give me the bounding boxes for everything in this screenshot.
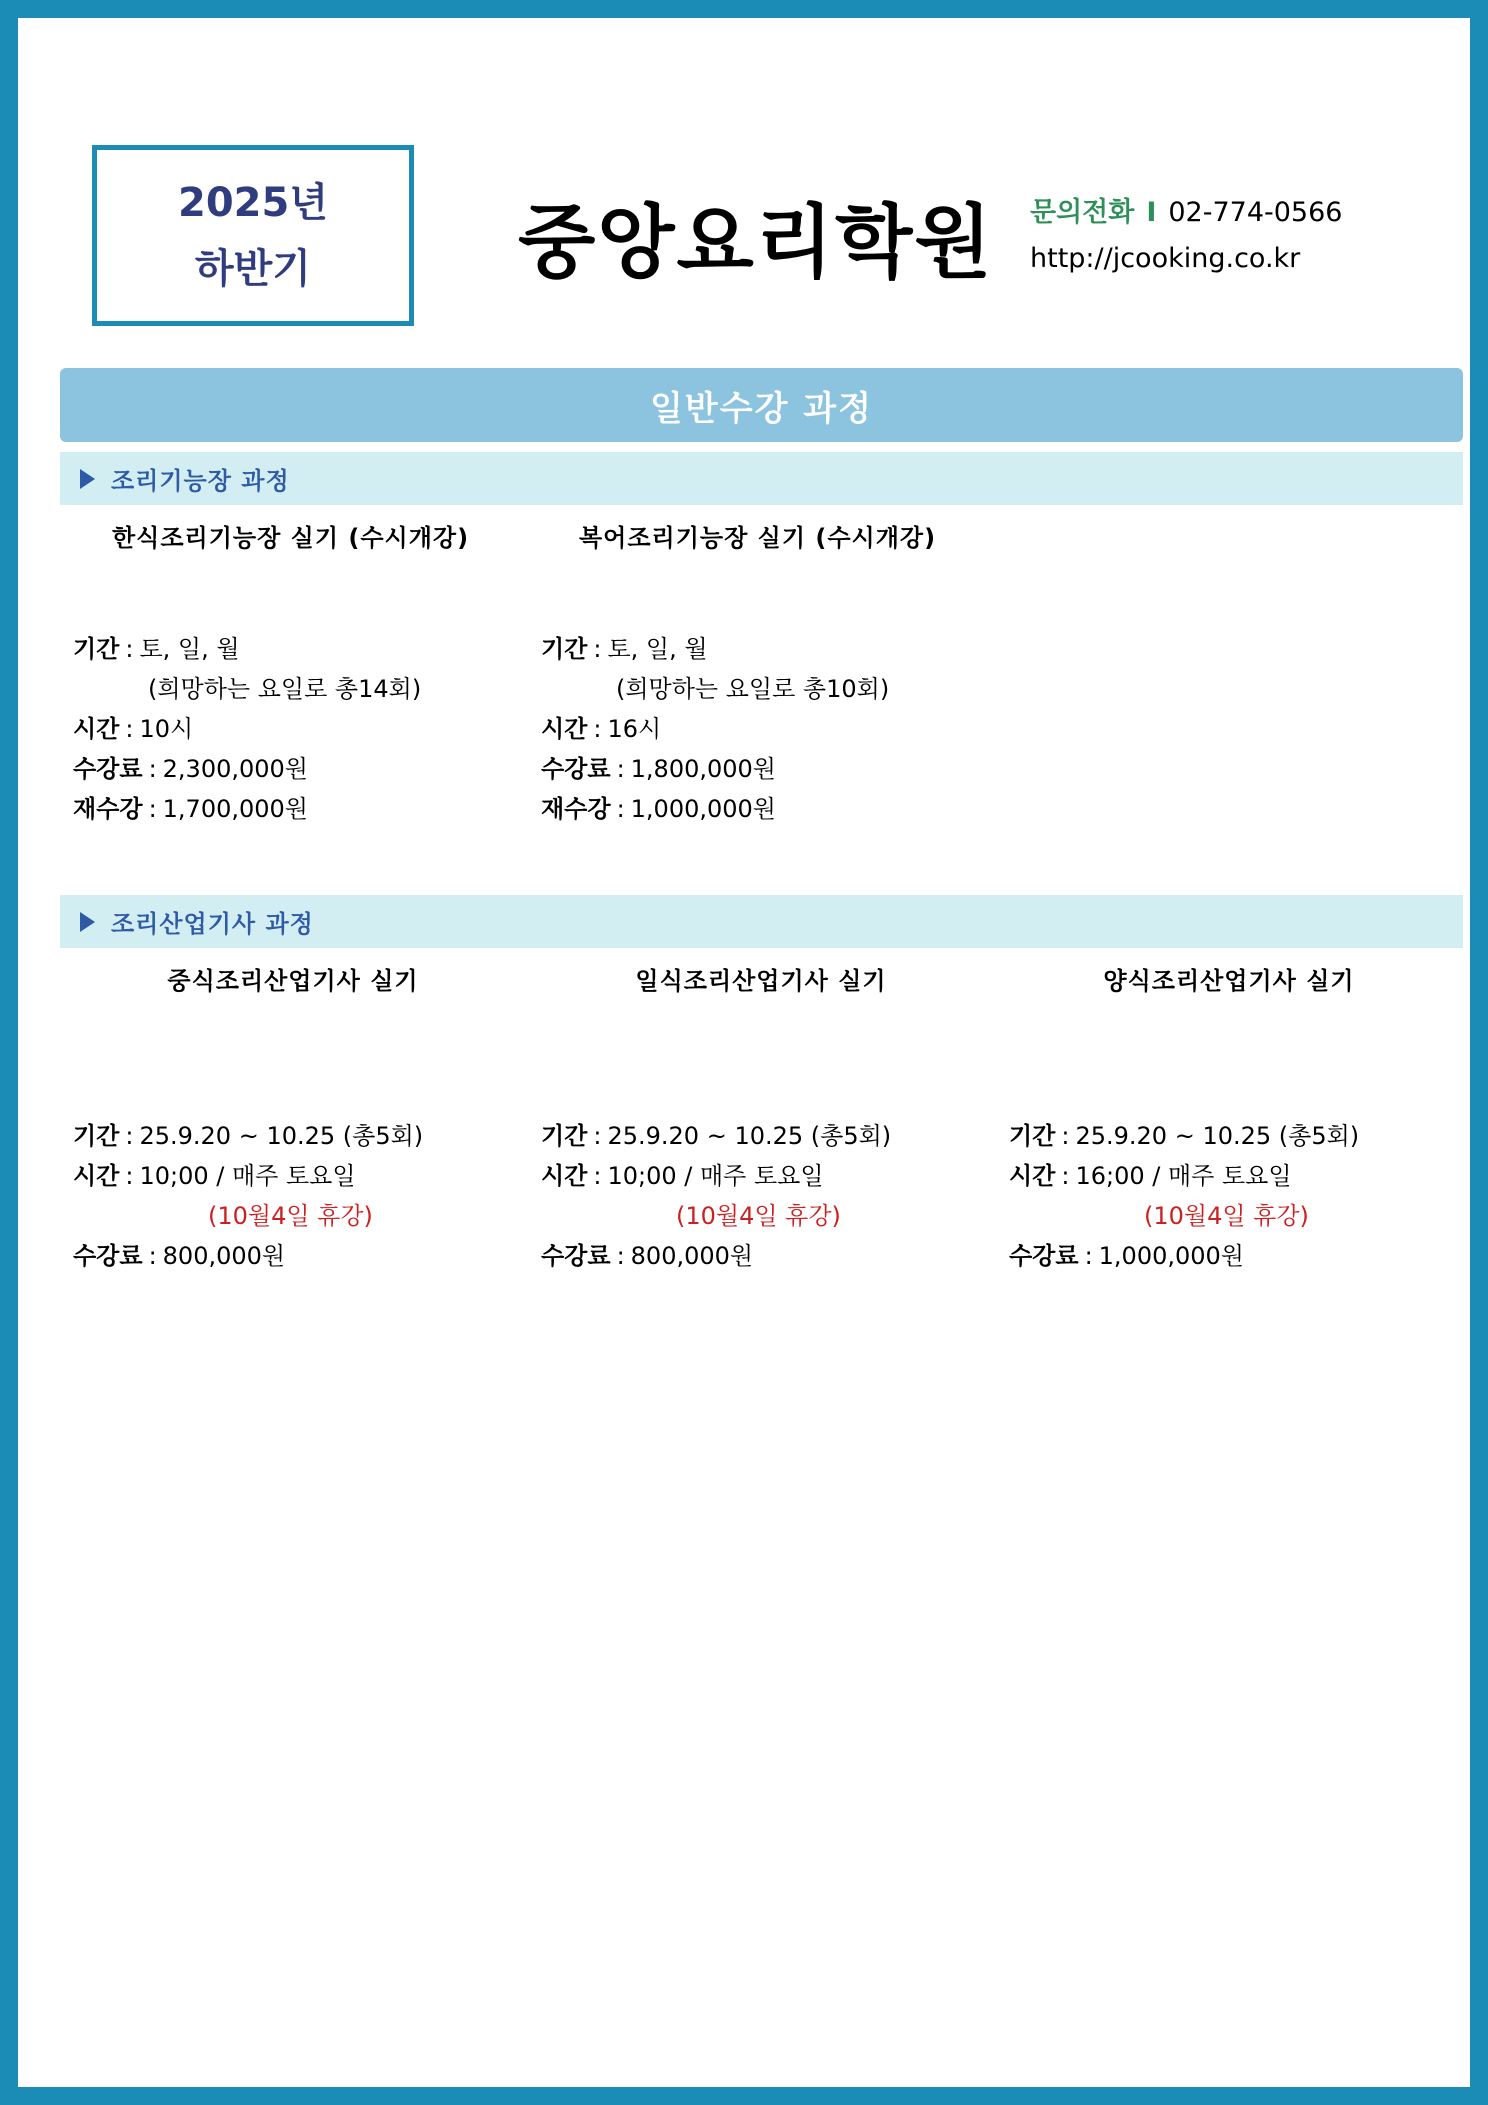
- time-value: 16;00 / 매주 토요일: [1075, 1162, 1292, 1190]
- refee-label: 재수강: [541, 795, 611, 823]
- section-bar-master: [60, 452, 1463, 505]
- refee-value: 1,700,000원: [162, 795, 308, 823]
- course-info: 기간 : 25.9.20 ~ 10.25 (총5회) 시간 : 16;00 / 매주 토요일 (10월4일 휴강) 수강료 : 1,000,000원: [1009, 1122, 1360, 1270]
- time-label: 시간: [73, 715, 120, 743]
- phone-label: 문의전화: [1030, 197, 1135, 228]
- time-label: 시간: [541, 715, 588, 743]
- course-title: 한식조리기능장 실기 (수시개강): [112, 524, 470, 552]
- period-label: 기간: [1009, 1122, 1056, 1150]
- time-value: 10시: [139, 715, 194, 743]
- phone-number: 02-774-0566: [1168, 197, 1343, 228]
- semester-year: 2025년: [178, 179, 328, 226]
- period-note: (희망하는 요일로 총14회): [148, 675, 422, 703]
- refee-value: 1,000,000원: [630, 795, 776, 823]
- course-title: 일식조리산업기사 실기: [635, 967, 887, 995]
- fee-label: 수강료: [73, 1242, 143, 1270]
- time-value: 10;00 / 매주 토요일: [607, 1162, 824, 1190]
- fee-value: 1,000,000원: [1098, 1242, 1244, 1270]
- fee-label: 수강료: [541, 755, 611, 783]
- fee-label: 수강료: [1009, 1242, 1079, 1270]
- course-info: 기간 : 토, 일, 월 (희망하는 요일로 총14회) 시간 : 10시 수강료 : 2,300,000원 재수강 : 1,700,000원: [73, 635, 422, 823]
- section-label: 조리기능장 과정: [111, 467, 290, 495]
- course-title: 양식조리산업기사 실기: [1103, 967, 1355, 995]
- holiday-note: (10월4일 휴강): [208, 1202, 373, 1230]
- period-value: 25.9.20 ~ 10.25 (총5회): [139, 1122, 424, 1150]
- period-label: 기간: [73, 1122, 120, 1150]
- triangle-bullet-icon: [80, 469, 95, 489]
- fee-value: 1,800,000원: [630, 755, 776, 783]
- holiday-note: (10월4일 휴강): [1144, 1202, 1309, 1230]
- course-info: 기간 : 토, 일, 월 (희망하는 요일로 총10회) 시간 : 16시 수강료 : 1,800,000원 재수강 : 1,000,000원: [541, 635, 890, 823]
- period-value: 25.9.20 ~ 10.25 (총5회): [1075, 1122, 1360, 1150]
- phone-separator: I: [1146, 197, 1157, 228]
- fee-value: 800,000원: [162, 1242, 286, 1270]
- period-value: 토, 일, 월: [607, 635, 708, 663]
- time-label: 시간: [73, 1162, 120, 1190]
- semester-half: 하반기: [195, 245, 311, 292]
- academy-title: 중앙요리학원: [518, 196, 994, 289]
- holiday-note: (10월4일 휴강): [676, 1202, 841, 1230]
- period-value: 토, 일, 월: [139, 635, 240, 663]
- refee-label: 재수강: [73, 795, 143, 823]
- course-title: 복어조리기능장 실기 (수시개강): [579, 524, 937, 552]
- period-label: 기간: [541, 1122, 588, 1150]
- time-label: 시간: [1009, 1162, 1056, 1190]
- course-title: 중식조리산업기사 실기: [167, 967, 419, 995]
- section-label: 조리산업기사 과정: [111, 910, 314, 938]
- time-value: 10;00 / 매주 토요일: [139, 1162, 356, 1190]
- course-info: 기간 : 25.9.20 ~ 10.25 (총5회) 시간 : 10;00 / 매주 토요일 (10월4일 휴강) 수강료 : 800,000원: [541, 1122, 892, 1270]
- contact-info: [1030, 190, 1342, 282]
- fee-label: 수강료: [541, 1242, 611, 1270]
- main-banner: 일반수강 과정: [60, 368, 1463, 442]
- course-info: 기간 : 25.9.20 ~ 10.25 (총5회) 시간 : 10;00 / 매주 토요일 (10월4일 휴강) 수강료 : 800,000원: [73, 1122, 424, 1270]
- period-label: 기간: [541, 635, 588, 663]
- semester-box: [92, 145, 414, 326]
- period-note: (희망하는 요일로 총10회): [616, 675, 890, 703]
- period-label: 기간: [73, 635, 120, 663]
- period-value: 25.9.20 ~ 10.25 (총5회): [607, 1122, 892, 1150]
- fee-label: 수강료: [73, 755, 143, 783]
- website-url[interactable]: http://jcooking.co.kr: [1030, 243, 1301, 274]
- time-label: 시간: [541, 1162, 588, 1190]
- fee-value: 800,000원: [630, 1242, 754, 1270]
- section-bar-industrial: [60, 895, 1463, 948]
- time-value: 16시: [607, 715, 662, 743]
- triangle-bullet-icon: [80, 912, 95, 932]
- fee-value: 2,300,000원: [162, 755, 308, 783]
